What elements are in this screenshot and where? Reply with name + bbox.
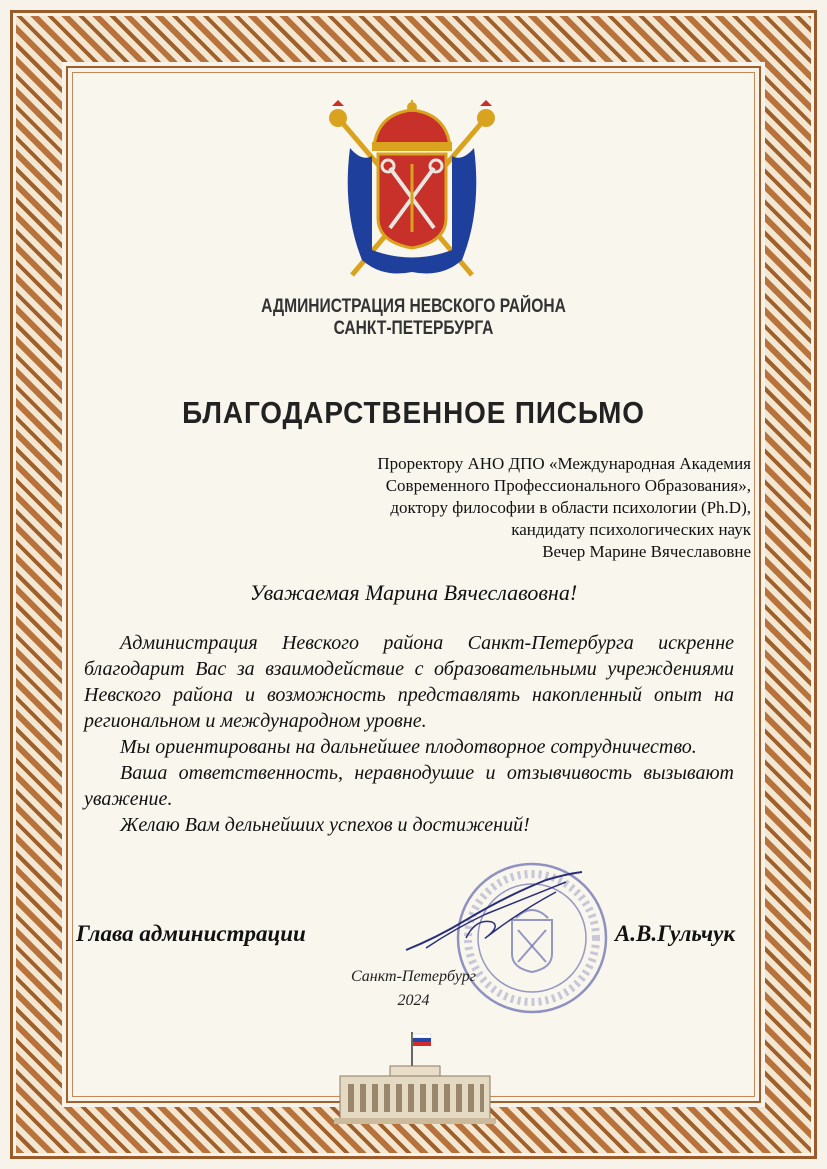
handwritten-signature-icon xyxy=(396,868,596,958)
body-paragraph: Администрация Невского района Санкт-Петербурга искренне благодарит Вас за взаимодействие с образовательными учреждениями Невского района и возможность представлять накопленный опыт на региональном и международном уровне. xyxy=(84,632,734,732)
body-paragraph: Ваша ответственность, неравнодушие и отзывчивость вызывают уважение. xyxy=(84,762,734,810)
signatory-name: А.В.Гульчук xyxy=(614,921,735,946)
letter-body xyxy=(84,630,734,838)
addressee-line: кандидату психологических наук xyxy=(511,520,751,539)
addressee-line: Проректору АНО ДПО «Международная Академия xyxy=(377,454,751,473)
coat-of-arms-icon xyxy=(322,100,502,290)
signatory-title: Глава администрации xyxy=(76,921,306,946)
year: 2024 xyxy=(397,992,430,1009)
addressee-line: доктору философии в области психологии (Ph.D), xyxy=(390,498,751,517)
administration-building-icon xyxy=(330,1030,500,1125)
organization-name-line2: САНКТ-ПЕТЕРБУРГА xyxy=(333,318,494,339)
greeting: Уважаемая Марина Вячеславовна! xyxy=(249,580,578,605)
addressee-line: Современного Профессионального Образования», xyxy=(385,476,751,495)
body-paragraph: Желаю Вам дельнейших успехов и достижений! xyxy=(120,814,530,836)
body-paragraph: Мы ориентированы на дальнейшее плодотворное сотрудничество. xyxy=(120,736,697,758)
organization-name-line1: АДМИНИСТРАЦИЯ НЕВСКОГО РАЙОНА xyxy=(261,296,566,317)
place: Санкт-Петербург xyxy=(351,968,476,985)
document-title: БЛАГОДАРСТВЕННОЕ ПИСЬМО xyxy=(182,395,645,430)
addressee-block xyxy=(231,453,751,563)
addressee-line: Вечер Марине Вячеславовне xyxy=(542,542,751,561)
